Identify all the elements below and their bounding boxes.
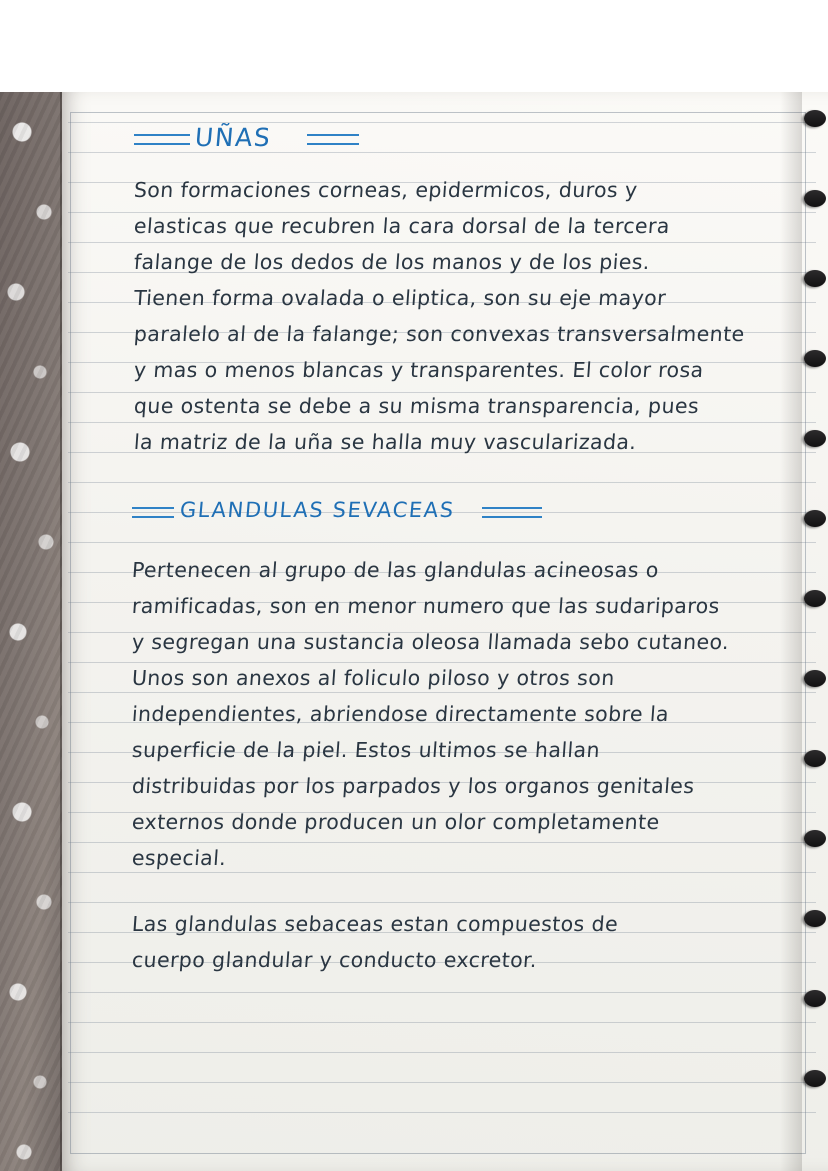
body-line: superficie de la piel. Estos ultimos se hallan: [131, 738, 601, 762]
heading-rule-left-upper-glandulas: [132, 507, 174, 509]
heading-rule-left-lower-unas: [134, 143, 190, 145]
body-line: externos donde producen un olor completamente: [131, 810, 661, 834]
spiral-ring: [804, 670, 826, 687]
spiral-ring: [804, 1070, 826, 1087]
body-line: paralelo al de la falange; son convexas transversalmente: [133, 322, 746, 346]
body-line: Las glandulas sebaceas estan compuestos de: [131, 912, 619, 936]
body-line: distribuidas por los parpados y los organos genitales: [131, 774, 696, 798]
page-top-margin: [0, 0, 828, 92]
heading-rule-right-lower-glandulas: [482, 516, 542, 518]
body-line: elasticas que recubren la cara dorsal de la tercera: [133, 214, 671, 238]
body-line: y segregan una sustancia oleosa llamada sebo cutaneo.: [131, 630, 730, 654]
spiral-ring: [804, 590, 826, 607]
heading-rule-left-lower-glandulas: [132, 516, 174, 518]
heading-rule-right-lower-unas: [307, 143, 359, 145]
section-heading-unas: UÑAS: [193, 123, 273, 152]
section-heading-glandulas-sebaceas: GLANDULAS SEVACEAS: [178, 498, 456, 522]
spiral-ring: [804, 110, 826, 127]
body-line: falange de los dedos de los manos y de los pies.: [133, 250, 651, 274]
body-line: que ostenta se debe a su misma transparencia, pues: [133, 394, 700, 418]
heading-rule-right-upper-unas: [307, 134, 359, 136]
spiral-ring: [804, 910, 826, 927]
handwritten-content: [62, 92, 828, 1171]
heading-rule-right-upper-glandulas: [482, 507, 542, 509]
spiral-binding: [802, 92, 828, 1171]
body-line: cuerpo glandular y conducto excretor.: [131, 948, 538, 972]
body-line: Tienen forma ovalada o eliptica, son su eje mayor: [133, 286, 667, 310]
notebook-photo: [0, 92, 828, 1171]
spiral-ring: [804, 750, 826, 767]
spiral-ring: [804, 350, 826, 367]
body-line: independientes, abriendose directamente sobre la: [131, 702, 670, 726]
body-line: Pertenecen al grupo de las glandulas acineosas o: [131, 558, 660, 582]
body-line: la matriz de la uña se halla muy vascularizada.: [133, 430, 638, 454]
spiral-ring: [804, 430, 826, 447]
spiral-ring: [804, 190, 826, 207]
body-line: y mas o menos blancas y transparentes. El color rosa: [133, 358, 705, 382]
spiral-ring: [804, 510, 826, 527]
spiral-ring: [804, 830, 826, 847]
notebook-paper: [62, 92, 828, 1171]
heading-rule-left-upper-unas: [134, 134, 190, 136]
notebook-cover-strip: [0, 92, 66, 1171]
spiral-ring: [804, 990, 826, 1007]
body-line: Unos son anexos al foliculo piloso y otros son: [131, 666, 616, 690]
body-line: Son formaciones corneas, epidermicos, duros y: [133, 178, 639, 202]
body-line: especial.: [131, 846, 228, 870]
body-line: ramificadas, son en menor numero que las sudariparos: [131, 594, 721, 618]
spiral-ring: [804, 270, 826, 287]
